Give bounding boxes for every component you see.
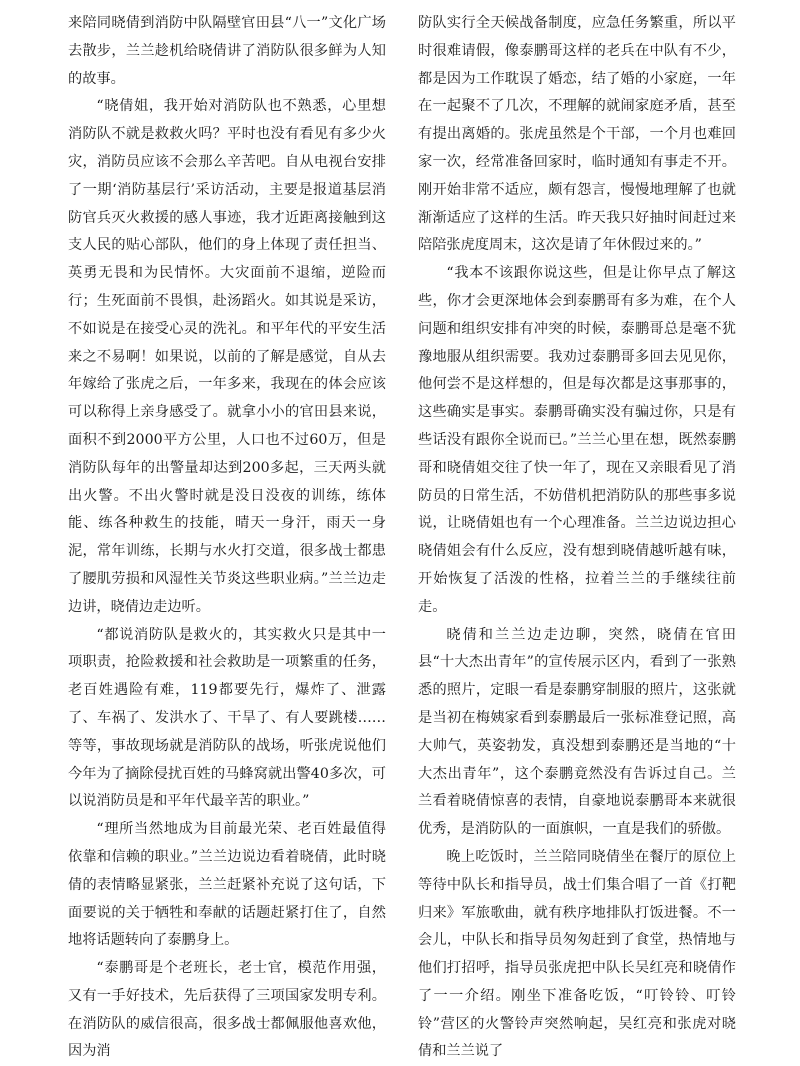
paragraph: “我本不该跟你说这些，但是让你早点了解这些，你才会更深地体会到泰鹏哥有多为难，在个人问题和组织安排有冲突的时候，泰鹏哥总是毫不犹豫地服从组织需要。我劝过泰鹏哥多回去见见你，他何尝不是这样想的，但是每次都是这事那事的，这些确实是事实。泰鹏哥确实没有骗过你，只是有些话没有跟你全说而已。”兰兰心里在想，既然泰鹏哥和晓倩姐交往了快一年了，现在又亲眼看见了消防员的日常生活，不妨借机把消防队的那些事多说说，让晓倩姐也有一个心理准备。兰兰边说边担心晓倩姐会有什么反应，没有想到晓倩越听越有味，开始恢复了活泼的性格，拉着兰兰的手继续往前走。 bbox=[418, 265, 736, 615]
paragraph: 晓倩和兰兰边走边聊，突然，晓倩在官田县“十大杰出青年”的宣传展示区内，看到了一张熟悉的照片，定眼一看是泰鹏穿制服的照片，这张就是当初在梅姨家看到泰鹏最后一张标准登记照，高大帅气，英姿勃发，真没想到泰鹏还是当地的“十大杰出青年”，这个泰鹏竟然没有告诉过自己。兰兰看着晓倩惊喜的表情，自豪地说泰鹏哥本来就很优秀，是消防队的一面旗帜，一直是我们的骄傲。 bbox=[418, 626, 736, 838]
paragraph: 来陪同晓倩到消防中队隔壁官田县“八一”文化广场去散步，兰兰趁机给晓倩讲了消防队很多鲜为人知的故事。 bbox=[68, 15, 386, 87]
paragraph: “都说消防队是救火的，其实救火只是其中一项职责，抢险救援和社会救助是一项繁重的任务，老百姓遇险有难，119都要先行，爆炸了、泄露了、车祸了、发洪水了、干旱了、有人要跳楼……等等，事故现场就是消防队的战场，听张虎说他们今年为了摘除侵扰百姓的马蜂窝就出警40多次，可以说消防员是和平年代最辛苦的职业。” bbox=[68, 626, 386, 810]
paragraph: “泰鹏哥是个老班长，老士官，模范作用强，又有一手好技术，先后获得了三项国家发明专利。在消防队的威信很高，很多战士都佩服他喜欢他，因为消 bbox=[68, 960, 386, 1060]
right-text-column bbox=[418, 10, 736, 1060]
paragraph: 晚上吃饭时，兰兰陪同晓倩坐在餐厅的原位上等待中队长和指导员，战士们集合唱了一首《打靶归来》军旅歌曲，就有秩序地排队打饭进餐。不一会儿，中队长和指导员匆匆赶到了食堂，热情地与他们打招呼，指导员张虎把中队长吴红亮和晓倩作了一一介绍。刚坐下准备吃饭，“叮铃铃、叮铃铃”营区的火警铃声突然响起，吴红亮和张虎对晓倩和兰兰说了 bbox=[418, 848, 736, 1060]
left-text-column bbox=[68, 10, 386, 1060]
paragraph: 防队实行全天候战备制度，应急任务繁重，所以平时很难请假，像泰鹏哥这样的老兵在中队有不少，都是因为工作耽误了婚恋，结了婚的小家庭，一年在一起聚不了几次，不理解的就闹家庭矛盾，甚至有提出离婚的。张虎虽然是个干部，一个月也难回家一次，经常准备回家时，临时通知有事走不开。刚开始非常不适应，颇有怨言，慢慢地理解了也就渐渐适应了这样的生活。昨天我只好抽时间赶过来陪陪张虎度周末，这次是请了年休假过来的。” bbox=[418, 15, 736, 254]
paragraph: “晓倩姐，我开始对消防队也不熟悉，心里想消防队不就是救救火吗？平时也没有看见有多少火灾，消防员应该不会那么辛苦吧。自从电视台安排了一期‘消防基层行’采访活动，主要是报道基层消防官兵灭火救援的感人事迹，我才近距离接触到这支人民的贴心部队，他们的身上体现了责任担当、英勇无畏和为民情怀。大灾面前不退缩，逆险而行；生死面前不畏惧，赴汤蹈火。如其说是采访，不如说是在接受心灵的洗礼。和平年代的平安生活来之不易啊！如果说，以前的了解是感觉，自从去年嫁给了张虎之后，一年多来，我现在的体会应该可以称得上亲身感受了。就拿小小的官田县来说，面积不到2000平方公里，人口也不过60万，但是消防队每年的出警量却达到200多起，三天两头就出火警。不出火警时就是没日没夜的训练，练体能、练各种救生的技能，晴天一身汗，雨天一身泥，常年训练，长期与水火打交道，很多战士都患了腰肌劳损和风湿性关节炎这些职业病。”兰兰边走边讲，晓倩边走边听。 bbox=[68, 98, 386, 615]
paragraph: “理所当然地成为目前最光荣、老百姓最值得依靠和信赖的职业。”兰兰边说边看着晓倩，此时晓倩的表情略显紧张，兰兰赶紧补充说了这句话，下面要说的关于牺牲和奉献的话题赶紧打住了，自然地将话题转向了泰鹏身上。 bbox=[68, 821, 386, 949]
